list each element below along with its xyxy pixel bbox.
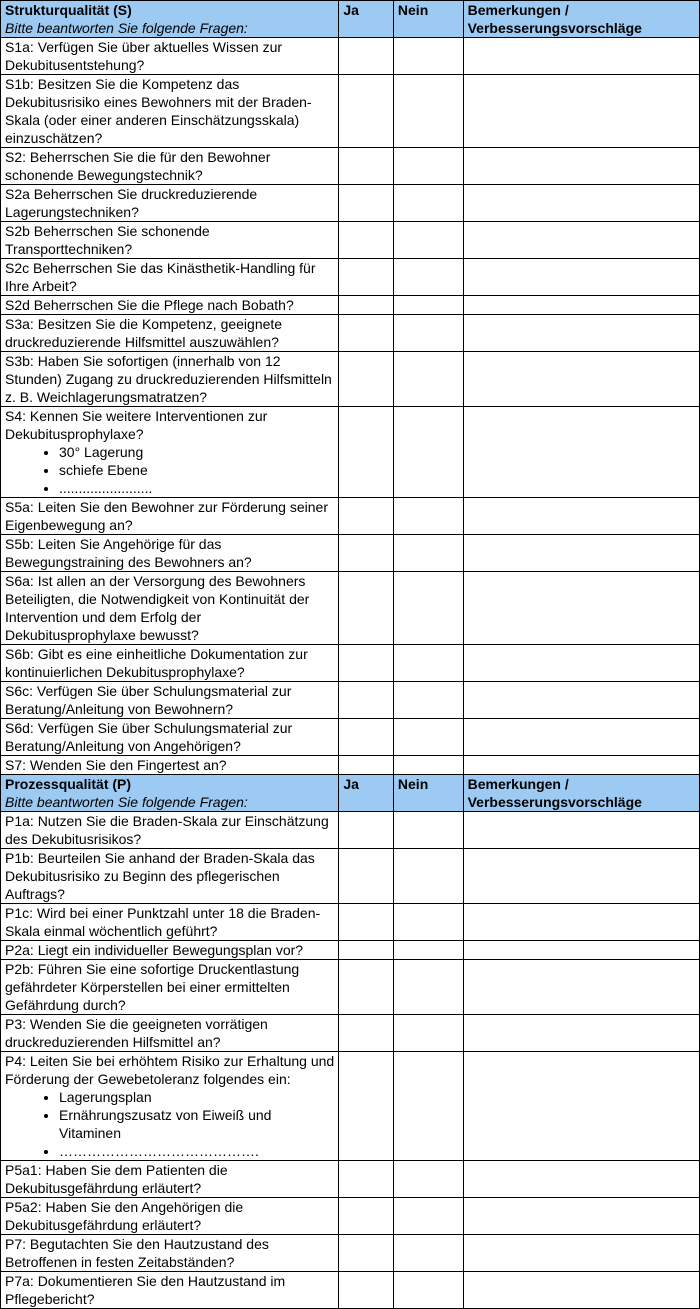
bemerkungen-cell[interactable] <box>463 352 699 407</box>
question-row <box>1 645 700 682</box>
question-row <box>1 535 700 572</box>
question-text: S2c Beherrschen Sie das Kinästhetik-Handling für Ihre Arbeit? <box>5 260 316 294</box>
question-row <box>1 38 700 75</box>
question-cell <box>1 812 339 849</box>
question-text: P2b: Führen Sie eine sofortige Druckentlastung gefährdeter Körperstellen bei einer ermittelten Gefährdung durch? <box>5 961 300 1013</box>
ja-column-header <box>339 1 394 38</box>
ja-answer-cell[interactable] <box>339 148 394 185</box>
bemerkungen-cell[interactable] <box>463 1198 699 1235</box>
bemerkungen-cell[interactable] <box>463 1161 699 1198</box>
ja-answer-cell[interactable] <box>339 1052 394 1161</box>
question-text: P7a: Dokumentieren Sie den Hautzustand im Pflegebericht? <box>5 1273 286 1307</box>
nein-answer-cell[interactable] <box>393 719 463 756</box>
bemerkungen-header-label: Bemerkungen / Verbesserungsvorschläge <box>467 776 642 810</box>
ja-answer-cell[interactable] <box>339 756 394 775</box>
ja-answer-cell[interactable] <box>339 682 394 719</box>
nein-answer-cell[interactable] <box>393 75 463 148</box>
nein-answer-cell[interactable] <box>393 535 463 572</box>
question-text: S6d: Verfügen Sie über Schulungsmaterial zur Beratung/Anleitung von Angehörigen? <box>5 720 293 754</box>
question-cell <box>1 498 339 535</box>
bemerkungen-cell[interactable] <box>463 407 699 498</box>
ja-answer-cell[interactable] <box>339 812 394 849</box>
bemerkungen-cell[interactable] <box>463 904 699 941</box>
question-text: S5a: Leiten Sie den Bewohner zur Förderung seiner Eigenbewegung an? <box>5 499 328 533</box>
nein-answer-cell[interactable] <box>393 296 463 315</box>
bullet-item: • schiefe Ebene <box>59 461 334 479</box>
question-cell <box>1 38 339 75</box>
bemerkungen-cell[interactable] <box>463 812 699 849</box>
question-text: S5b: Leiten Sie Angehörige für das Bewegungstraining des Bewohners an? <box>5 536 252 570</box>
question-cell <box>1 941 339 960</box>
bullet-item: • Lagerungsplan <box>59 1088 334 1106</box>
bullet-item: • ........................ <box>59 479 334 497</box>
question-cell <box>1 960 339 1015</box>
question-row <box>1 941 700 960</box>
question-row <box>1 719 700 756</box>
question-row <box>1 148 700 185</box>
question-cell <box>1 1052 339 1161</box>
bemerkungen-cell[interactable] <box>463 849 699 904</box>
question-cell <box>1 185 339 222</box>
bullet-item: • 30° Lagerung <box>59 443 334 461</box>
question-text: S2b Beherrschen Sie schonende Transporttechniken? <box>5 223 210 257</box>
bemerkungen-cell[interactable] <box>463 572 699 645</box>
ja-answer-cell[interactable] <box>339 352 394 407</box>
nein-answer-cell[interactable] <box>393 1161 463 1198</box>
nein-answer-cell[interactable] <box>393 498 463 535</box>
bemerkungen-cell[interactable] <box>463 75 699 148</box>
question-row <box>1 1235 700 1272</box>
question-text: S1b: Besitzen Sie die Kompetenz das Dekubitusrisiko eines Bewohners mit der Braden-Skala (oder einer anderen Einschätzungsskala) einzuschätzen? <box>5 76 312 146</box>
question-row <box>1 812 700 849</box>
nein-answer-cell[interactable] <box>393 148 463 185</box>
question-text: S3b: Haben Sie sofortigen (innerhalb von 12 Stunden) Zugang zu druckreduzierenden Hilfsmitteln z. B. Weichlagerungsmatratzen? <box>5 353 332 405</box>
questionnaire-body <box>1 1 700 1309</box>
ja-header-label: Ja <box>343 776 359 792</box>
question-row <box>1 352 700 407</box>
nein-answer-cell[interactable] <box>393 849 463 904</box>
bemerkungen-cell[interactable] <box>463 1235 699 1272</box>
nein-column-header <box>393 775 463 812</box>
nein-column-header <box>393 1 463 38</box>
question-row <box>1 222 700 259</box>
ja-answer-cell[interactable] <box>339 315 394 352</box>
question-cell <box>1 407 339 498</box>
question-cell <box>1 222 339 259</box>
nein-answer-cell[interactable] <box>393 904 463 941</box>
bemerkungen-cell[interactable] <box>463 315 699 352</box>
question-row <box>1 75 700 148</box>
question-cell <box>1 904 339 941</box>
section-title: Prozessqualität (P) <box>5 776 132 792</box>
section-header-row <box>1 1 700 38</box>
question-text: P2a: Liegt ein individueller Bewegungsplan vor? <box>5 942 304 958</box>
question-text: S2: Beherrschen Sie die für den Bewohner schonende Bewegungstechnik? <box>5 149 271 183</box>
bemerkungen-cell[interactable] <box>463 645 699 682</box>
bullet-item: • ……………………………………. <box>59 1142 334 1160</box>
question-row <box>1 1198 700 1235</box>
question-row <box>1 1015 700 1052</box>
nein-answer-cell[interactable] <box>393 407 463 498</box>
section-header-cell <box>1 775 339 812</box>
ja-answer-cell[interactable] <box>339 719 394 756</box>
question-row <box>1 498 700 535</box>
bemerkungen-header-label: Bemerkungen / Verbesserungsvorschläge <box>467 2 642 36</box>
question-row <box>1 407 700 498</box>
bemerkungen-cell[interactable] <box>463 498 699 535</box>
question-cell <box>1 572 339 645</box>
bemerkungen-cell[interactable] <box>463 756 699 775</box>
nein-answer-cell[interactable] <box>393 756 463 775</box>
nein-answer-cell[interactable] <box>393 1235 463 1272</box>
question-text: P1b: Beurteilen Sie anhand der Braden-Skala das Dekubitusrisiko zu Beginn des pflegerischen Auftrags? <box>5 850 315 902</box>
nein-answer-cell[interactable] <box>393 1015 463 1052</box>
ja-answer-cell[interactable] <box>339 75 394 148</box>
nein-answer-cell[interactable] <box>393 941 463 960</box>
ja-answer-cell[interactable] <box>339 960 394 1015</box>
question-row <box>1 904 700 941</box>
question-cell <box>1 296 339 315</box>
ja-answer-cell[interactable] <box>339 222 394 259</box>
question-text: P5a1: Haben Sie dem Patienten die Dekubitusgefährdung erläutert? <box>5 1162 228 1196</box>
ja-answer-cell[interactable] <box>339 1198 394 1235</box>
question-cell <box>1 535 339 572</box>
question-row <box>1 296 700 315</box>
question-row <box>1 315 700 352</box>
question-row <box>1 960 700 1015</box>
question-text: P1a: Nutzen Sie die Braden-Skala zur Einschätzung des Dekubitusrisikos? <box>5 813 329 847</box>
nein-answer-cell[interactable] <box>393 259 463 296</box>
bemerkungen-column-header <box>463 1 699 38</box>
question-text: P7: Begutachten Sie den Hautzustand des Betroffenen in festen Zeitabständen? <box>5 1236 269 1270</box>
ja-answer-cell[interactable] <box>339 38 394 75</box>
nein-answer-cell[interactable] <box>393 222 463 259</box>
ja-answer-cell[interactable] <box>339 1235 394 1272</box>
question-cell <box>1 315 339 352</box>
question-text: S3a: Besitzen Sie die Kompetenz, geeignete druckreduzierende Hilfsmittel auszuwählen? <box>5 316 283 350</box>
bullet-list <box>5 1088 334 1160</box>
question-text: P5a2: Haben Sie den Angehörigen die Dekubitusgefährdung erläutert? <box>5 1199 244 1233</box>
bemerkungen-cell[interactable] <box>463 1052 699 1161</box>
ja-answer-cell[interactable] <box>339 849 394 904</box>
nein-answer-cell[interactable] <box>393 645 463 682</box>
bemerkungen-cell[interactable] <box>463 941 699 960</box>
nein-answer-cell[interactable] <box>393 572 463 645</box>
question-cell <box>1 75 339 148</box>
question-text: S1a: Verfügen Sie über aktuelles Wissen zur Dekubitusentstehung? <box>5 39 283 73</box>
nein-answer-cell[interactable] <box>393 812 463 849</box>
nein-header-label: Nein <box>397 2 429 18</box>
bemerkungen-cell[interactable] <box>463 296 699 315</box>
question-cell <box>1 1235 339 1272</box>
bemerkungen-cell[interactable] <box>463 222 699 259</box>
question-cell <box>1 1015 339 1052</box>
section-subtitle: Bitte beantworten Sie folgende Fragen: <box>5 20 248 36</box>
question-cell <box>1 148 339 185</box>
nein-header-label: Nein <box>397 776 429 792</box>
ja-answer-cell[interactable] <box>339 259 394 296</box>
ja-answer-cell[interactable] <box>339 572 394 645</box>
bemerkungen-cell[interactable] <box>463 259 699 296</box>
nein-answer-cell[interactable] <box>393 960 463 1015</box>
ja-answer-cell[interactable] <box>339 498 394 535</box>
question-cell <box>1 259 339 296</box>
question-text: S2a Beherrschen Sie druckreduzierende Lagerungstechniken? <box>5 186 258 220</box>
nein-answer-cell[interactable] <box>393 1052 463 1161</box>
question-text: S6a: Ist allen an der Versorgung des Bewohners Beteiligten, die Notwendigkeit von Kontinuität der Intervention und dem Erfolg der Dekubitusprophylaxe bewusst? <box>5 573 310 643</box>
bemerkungen-cell[interactable] <box>463 148 699 185</box>
question-cell <box>1 645 339 682</box>
nein-answer-cell[interactable] <box>393 185 463 222</box>
bullet-list <box>5 443 334 497</box>
question-cell <box>1 682 339 719</box>
ja-answer-cell[interactable] <box>339 296 394 315</box>
question-row <box>1 1052 700 1161</box>
question-text: S7: Wenden Sie den Fingertest an? <box>5 757 227 773</box>
ja-answer-cell[interactable] <box>339 1015 394 1052</box>
bemerkungen-cell[interactable] <box>463 1015 699 1052</box>
question-row <box>1 682 700 719</box>
bemerkungen-cell[interactable] <box>463 960 699 1015</box>
nein-answer-cell[interactable] <box>393 352 463 407</box>
ja-answer-cell[interactable] <box>339 1161 394 1198</box>
ja-column-header <box>339 775 394 812</box>
question-cell <box>1 849 339 904</box>
question-row <box>1 259 700 296</box>
question-row <box>1 1161 700 1198</box>
question-text: P3: Wenden Sie die geeigneten vorrätigen druckreduzierenden Hilfsmittel an? <box>5 1016 268 1050</box>
nein-answer-cell[interactable] <box>393 1198 463 1235</box>
ja-answer-cell[interactable] <box>339 407 394 498</box>
question-cell <box>1 756 339 775</box>
bemerkungen-cell[interactable] <box>463 535 699 572</box>
bullet-item: • Ernährungszusatz von Eiweiß und Vitaminen <box>59 1106 334 1142</box>
ja-answer-cell[interactable] <box>339 645 394 682</box>
section-header-row <box>1 775 700 812</box>
question-cell <box>1 352 339 407</box>
nein-answer-cell[interactable] <box>393 682 463 719</box>
question-text: P1c: Wird bei einer Punktzahl unter 18 die Braden-Skala einmal wöchentlich geführt? <box>5 905 321 939</box>
question-cell <box>1 719 339 756</box>
question-row <box>1 572 700 645</box>
bemerkungen-cell[interactable] <box>463 719 699 756</box>
question-text: S6c: Verfügen Sie über Schulungsmaterial zur Beratung/Anleitung von Bewohnern? <box>5 683 292 717</box>
question-row <box>1 185 700 222</box>
bemerkungen-cell[interactable] <box>463 185 699 222</box>
bemerkungen-column-header <box>463 775 699 812</box>
question-row <box>1 849 700 904</box>
section-header-cell <box>1 1 339 38</box>
ja-answer-cell[interactable] <box>339 535 394 572</box>
bemerkungen-cell[interactable] <box>463 682 699 719</box>
question-text: P4: Leiten Sie bei erhöhtem Risiko zur Erhaltung und Förderung der Gewebetoleranz folgendes ein: <box>5 1053 335 1087</box>
bemerkungen-cell[interactable] <box>463 38 699 75</box>
question-text: S4: Kennen Sie weitere Interventionen zur Dekubitusprophylaxe? <box>5 408 268 442</box>
ja-header-label: Ja <box>343 2 359 18</box>
nein-answer-cell[interactable] <box>393 315 463 352</box>
ja-answer-cell[interactable] <box>339 941 394 960</box>
ja-answer-cell[interactable] <box>339 185 394 222</box>
ja-answer-cell[interactable] <box>339 904 394 941</box>
section-title: Strukturqualität (S) <box>5 2 132 18</box>
question-row <box>1 756 700 775</box>
section-subtitle: Bitte beantworten Sie folgende Fragen: <box>5 794 248 810</box>
question-text: S2d Beherrschen Sie die Pflege nach Bobath? <box>5 297 294 313</box>
question-text: S6b: Gibt es eine einheitliche Dokumentation zur kontinuierlichen Dekubitusprophylaxe? <box>5 646 308 680</box>
question-cell <box>1 1161 339 1198</box>
question-cell <box>1 1198 339 1235</box>
nein-answer-cell[interactable] <box>393 38 463 75</box>
